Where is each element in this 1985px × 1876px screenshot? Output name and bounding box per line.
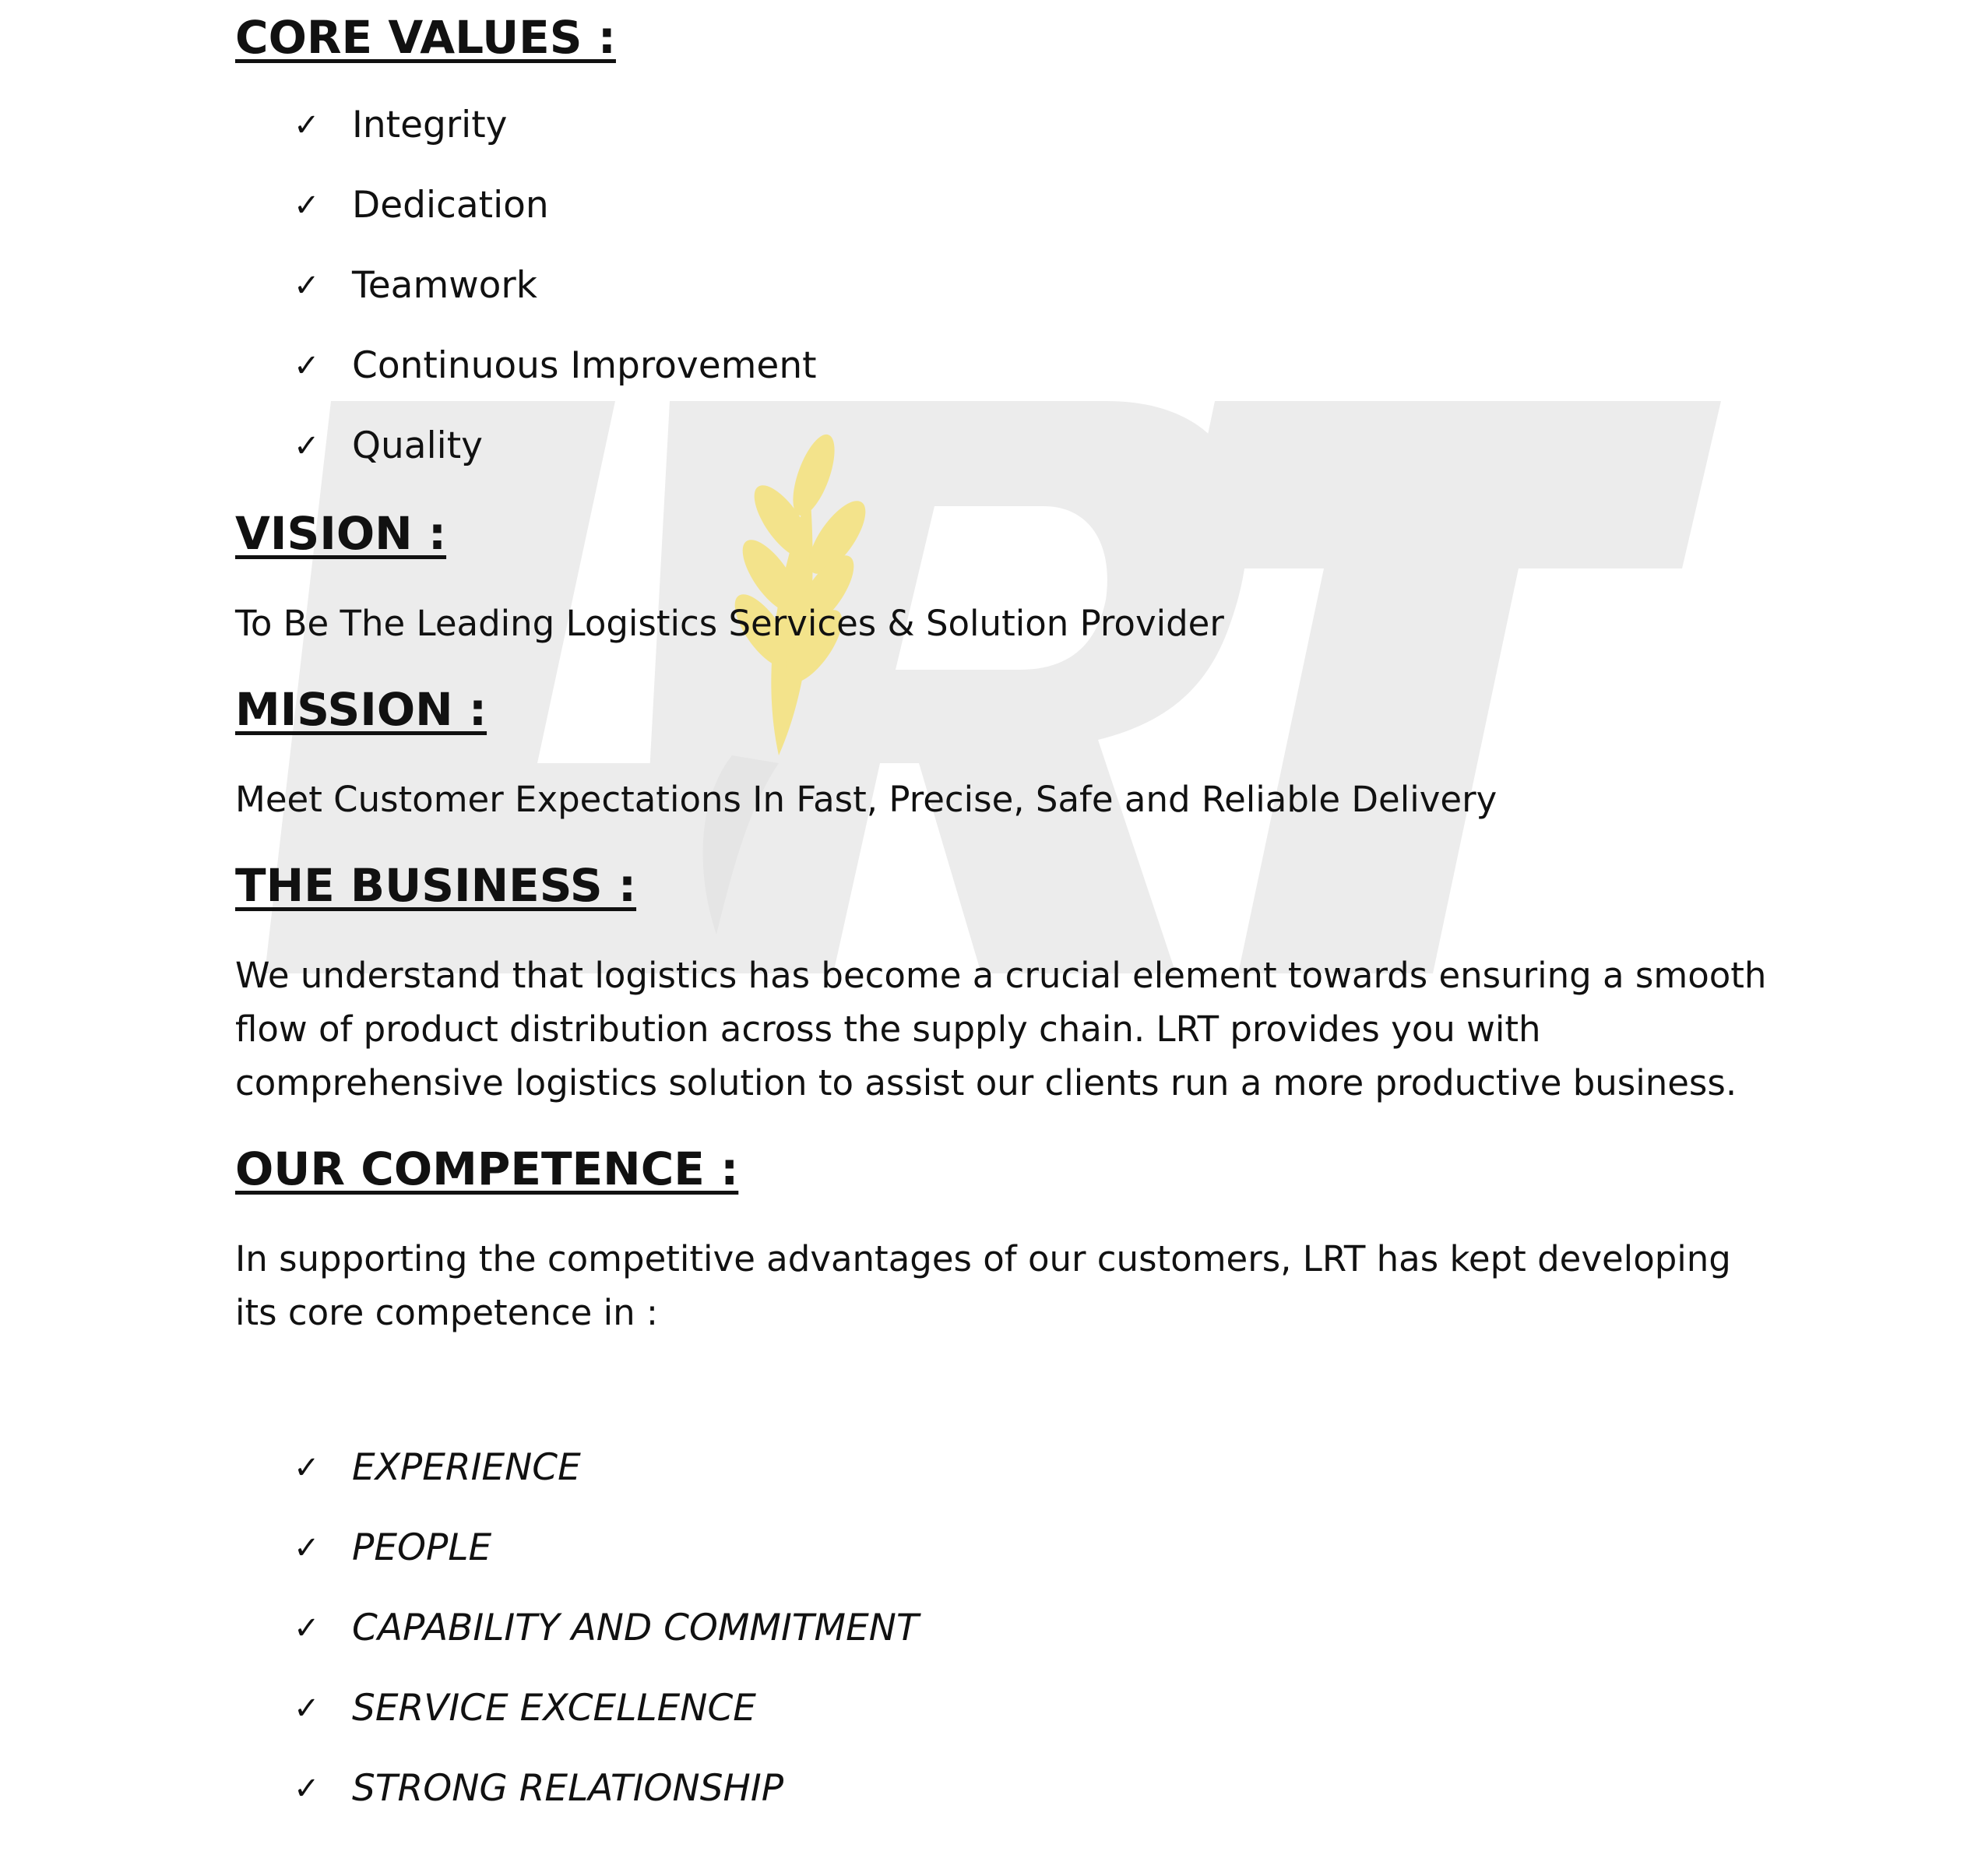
checkmark-icon: ✓: [294, 188, 320, 224]
list-item-text: Continuous Improvement: [352, 344, 817, 387]
list-item: [294, 102, 817, 182]
mission-text: Meet Customer Expectations In Fast, Precise, Safe and Reliable Delivery: [235, 779, 1498, 820]
checkmark-icon: ✓: [294, 268, 320, 304]
list-item-text: Teamwork: [352, 264, 537, 307]
list-item: [294, 1685, 919, 1765]
core-values-heading: CORE VALUES :: [235, 11, 616, 64]
competence-list: [294, 1445, 919, 1846]
vision-text: To Be The Leading Logistics Services & Solution Provider: [235, 603, 1224, 644]
list-item: [294, 182, 817, 262]
list-item-text: CAPABILITY AND COMMITMENT: [352, 1607, 919, 1649]
list-item-text: PEOPLE: [352, 1526, 492, 1569]
checkmark-icon: ✓: [294, 1691, 320, 1726]
list-item: [294, 1445, 919, 1525]
competence-text: In supporting the competitive advantages of our customers, LRT has kept developing its core competence in :: [235, 1238, 1731, 1333]
list-item: [294, 262, 817, 343]
list-item: [294, 1605, 919, 1685]
business-heading: THE BUSINESS :: [235, 859, 637, 912]
list-item-text: Quality: [352, 424, 483, 467]
checkmark-icon: ✓: [294, 1771, 320, 1807]
list-item: [294, 1525, 919, 1605]
vision-heading: VISION :: [235, 507, 447, 560]
list-item: [294, 423, 817, 503]
list-item-text: STRONG RELATIONSHIP: [352, 1767, 784, 1810]
checkmark-icon: ✓: [294, 1450, 320, 1486]
checkmark-icon: ✓: [294, 348, 320, 384]
checkmark-icon: ✓: [294, 107, 320, 143]
list-item-text: Dedication: [352, 184, 549, 227]
checkmark-icon: ✓: [294, 428, 320, 464]
core-values-list: [294, 102, 817, 503]
list-item: [294, 1765, 919, 1846]
list-item: [294, 343, 817, 423]
checkmark-icon: ✓: [294, 1530, 320, 1566]
business-text: We understand that logistics has become a crucial element towards ensuring a smooth flow of product distribution across the supply chain. LRT provides you with comprehensive logistics solution to assist our clients run a more productive business.: [235, 955, 1767, 1103]
list-item-text: Integrity: [352, 104, 508, 146]
checkmark-icon: ✓: [294, 1610, 320, 1646]
watermark-letter-t: [1180, 401, 1721, 973]
list-item-text: SERVICE EXCELLENCE: [352, 1687, 756, 1730]
competence-heading: OUR COMPETENCE :: [235, 1142, 739, 1195]
mission-heading: MISSION :: [235, 683, 487, 736]
list-item-text: EXPERIENCE: [352, 1446, 581, 1489]
